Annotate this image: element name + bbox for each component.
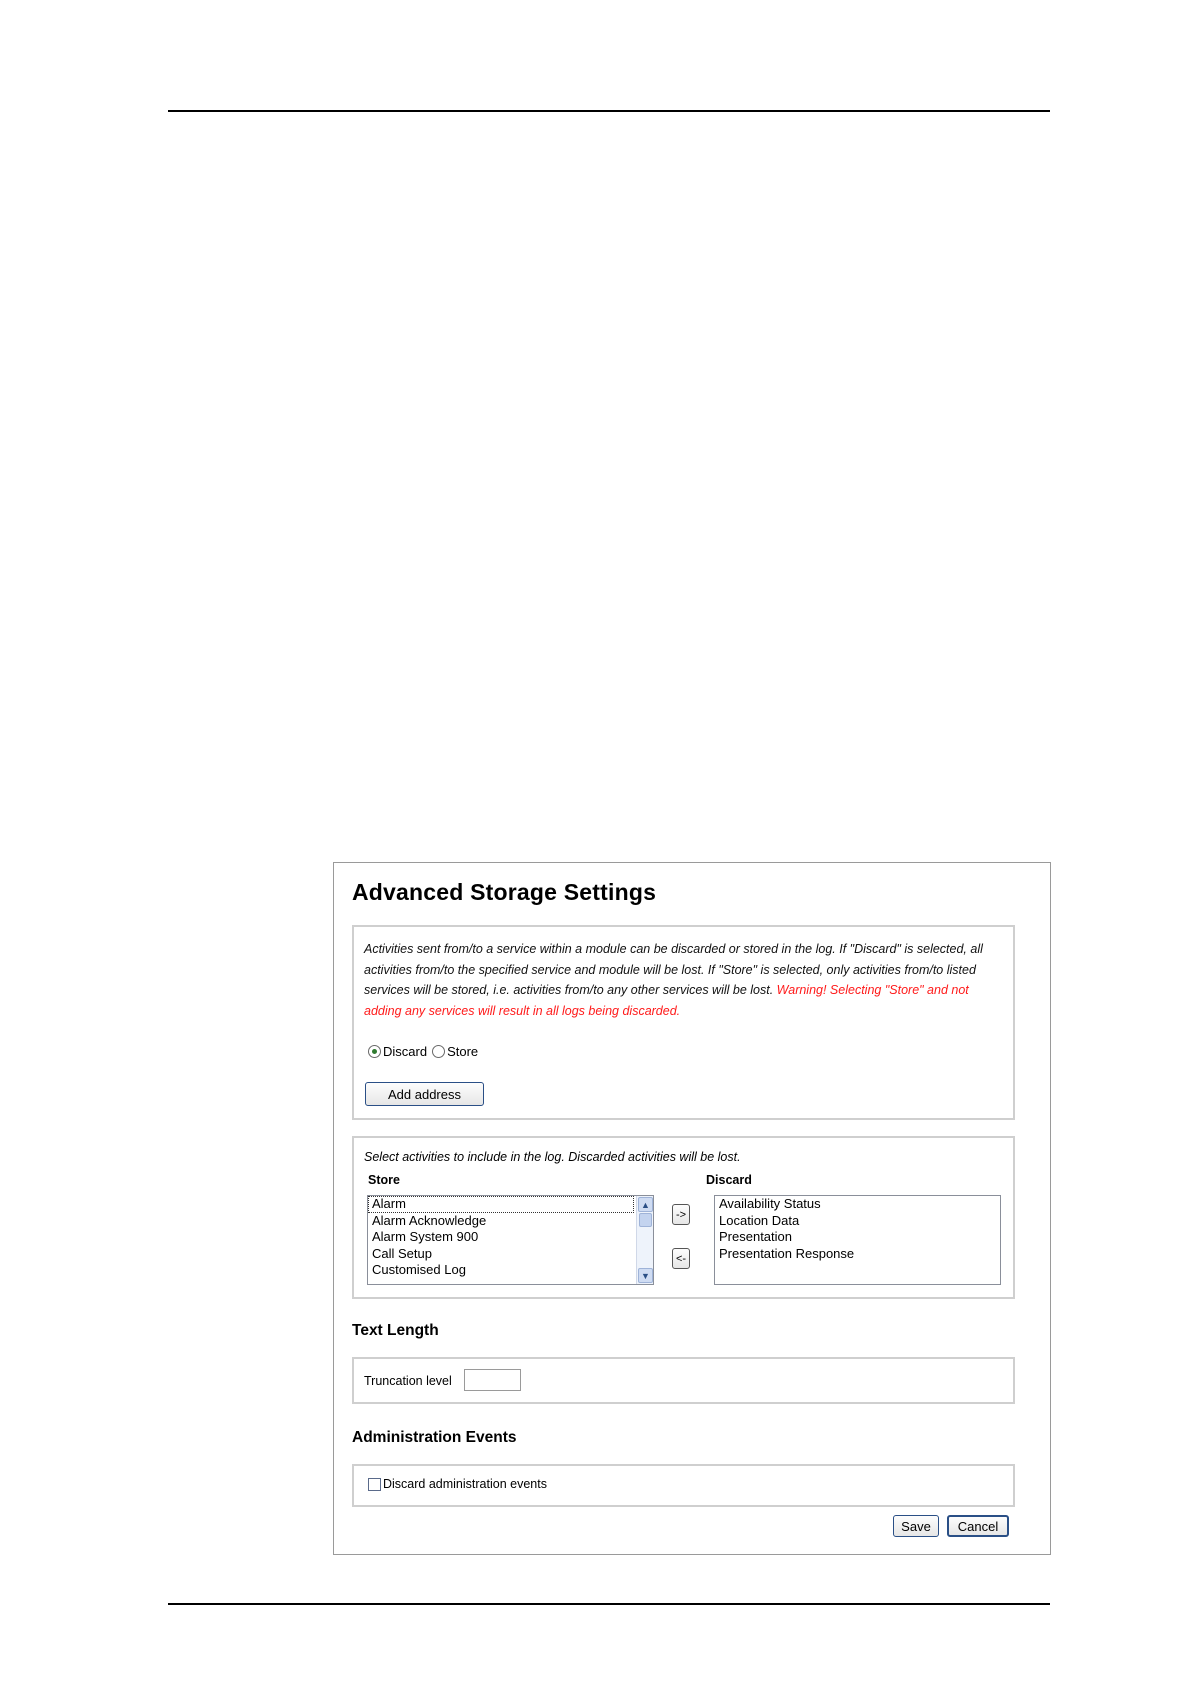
services-description xyxy=(364,939,994,1021)
list-item[interactable]: Alarm System 900 xyxy=(372,1229,479,1244)
save-button[interactable]: Save xyxy=(893,1515,939,1537)
advanced-storage-settings-panel xyxy=(333,862,1051,1555)
truncation-level-input[interactable] xyxy=(464,1369,521,1391)
discard-admin-events-label[interactable]: Discard administration events xyxy=(383,1477,547,1491)
store-radio-label[interactable]: Store xyxy=(447,1044,479,1059)
services-description-text: Activities sent from/to a service within a module can be discarded or stored in the log. If "Discard" is selected, all activities from/to the specified service and module will be lost. If "Store" is selected, only activities from/to listed services will be stored, i.e. activities from/to any other services will be lost. xyxy=(364,942,983,997)
list-item[interactable]: Availability Status xyxy=(719,1196,821,1211)
scroll-down-icon[interactable]: ▼ xyxy=(638,1268,653,1283)
discard-radio[interactable] xyxy=(368,1045,381,1058)
discard-admin-events-checkbox[interactable] xyxy=(368,1478,381,1491)
discard-admin-events-row xyxy=(368,1477,547,1491)
services-warning: Warning! Selecting "Store" and not adding any services will result in all logs being discarded. xyxy=(364,983,969,1018)
discard-list-label: Discard xyxy=(706,1173,752,1187)
list-item[interactable]: Location Data xyxy=(719,1212,800,1228)
administration-events-heading: Administration Events xyxy=(352,1429,517,1446)
list-item[interactable]: Presentation Response xyxy=(719,1245,855,1261)
cancel-button[interactable]: Cancel xyxy=(947,1515,1009,1537)
page-bottom-rule xyxy=(168,1603,1050,1605)
scroll-thumb[interactable] xyxy=(639,1213,652,1227)
store-listbox[interactable] xyxy=(367,1195,654,1285)
store-mode-radio-group xyxy=(368,1044,483,1059)
text-length-heading: Text Length xyxy=(352,1322,439,1339)
page-top-rule xyxy=(168,110,1050,112)
list-item[interactable]: Alarm Acknowledge xyxy=(372,1212,487,1228)
activities-description: Select activities to include in the log. Discarded activities will be lost. xyxy=(364,1150,741,1164)
text-length-group xyxy=(352,1357,1015,1404)
truncation-level-label: Truncation level xyxy=(364,1374,452,1388)
list-item[interactable]: Call Setup xyxy=(372,1245,432,1261)
add-address-button[interactable]: Add address xyxy=(365,1082,484,1106)
discard-listbox[interactable] xyxy=(714,1195,1001,1285)
discard-radio-label[interactable]: Discard xyxy=(383,1044,428,1059)
move-to-store-button[interactable]: <- xyxy=(672,1248,690,1269)
list-item[interactable]: Customised Log xyxy=(372,1262,466,1277)
administration-events-group xyxy=(352,1464,1015,1507)
store-list-scrollbar[interactable] xyxy=(636,1196,653,1284)
activities-group xyxy=(352,1136,1015,1299)
services-group xyxy=(352,925,1015,1120)
store-list-label: Store xyxy=(368,1173,400,1187)
list-item[interactable]: Alarm xyxy=(368,1196,634,1213)
panel-title: Advanced Storage Settings xyxy=(352,879,657,905)
list-item[interactable]: Presentation xyxy=(719,1229,792,1244)
move-to-discard-button[interactable]: -> xyxy=(672,1204,690,1225)
scroll-up-icon[interactable]: ▲ xyxy=(638,1197,653,1212)
store-radio[interactable] xyxy=(432,1045,445,1058)
radio-selected-dot xyxy=(372,1049,377,1054)
